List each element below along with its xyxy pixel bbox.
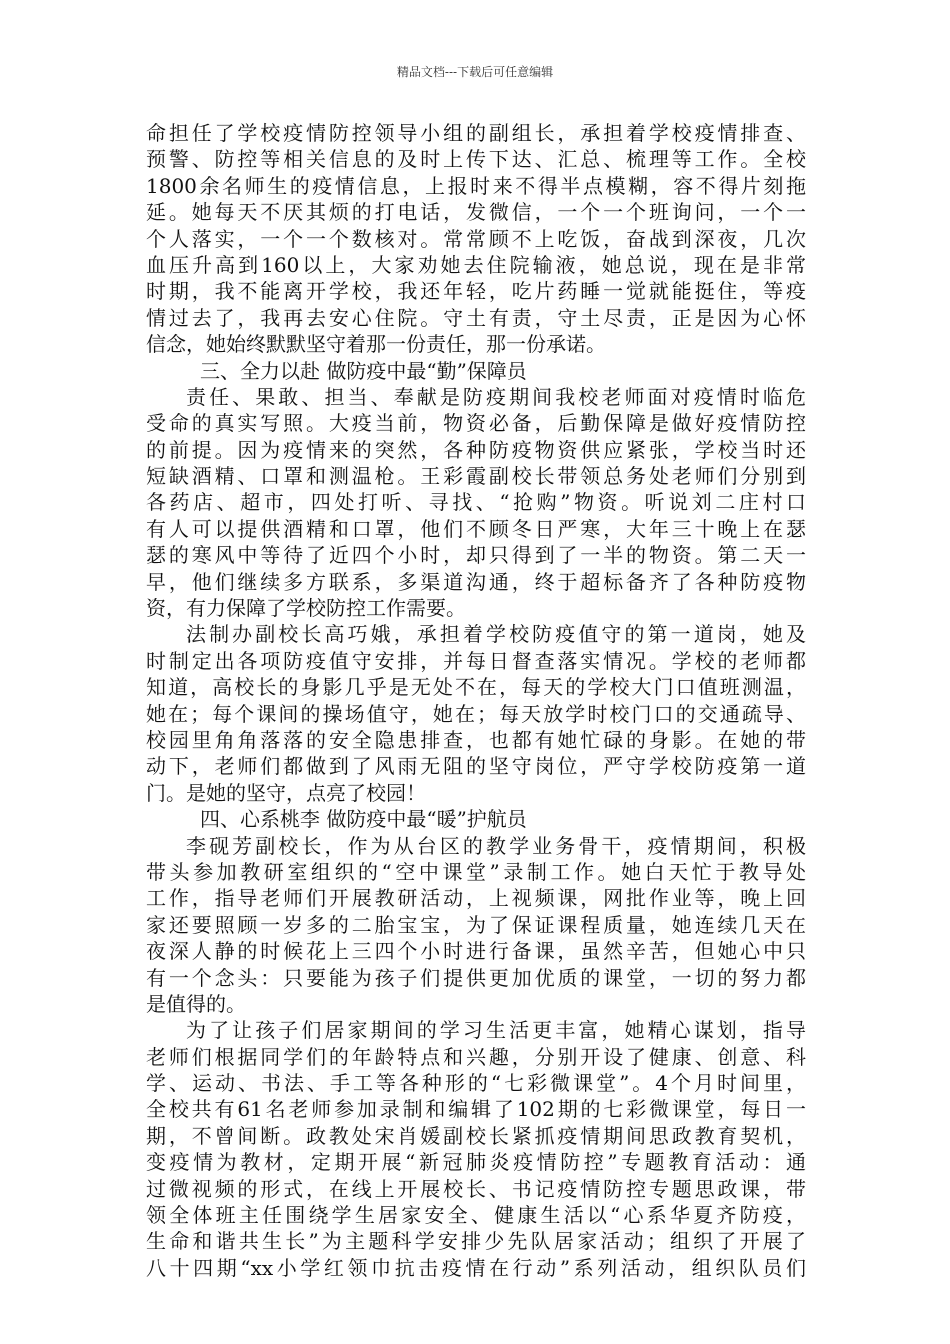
text-line: 她在；每个课间的操场值守，她在；每天放学时校门口的交通疏导、 — [146, 701, 806, 726]
text-line: 时制定出各项防疫值守安排，并每日督查落实情况。学校的老师都 — [146, 648, 806, 673]
text-line: 各药店、超市，四处打听、寻找、“抢购”物资。听说刘二庄村口 — [146, 490, 806, 515]
text-line: 瑟的寒风中等待了近四个小时，却只得到了一半的物资。第二天一 — [146, 543, 806, 568]
text-line: 李砚芳副校长，作为从台区的教学业务骨干，疫情期间，积极 — [186, 833, 806, 858]
text-line: 血压升高到160以上，大家劝她去住院输液，她总说，现在是非常 — [146, 252, 806, 277]
text-line: 学、运动、书法、手工等各种形的“七彩微课堂”。4个月时间里， — [146, 1071, 806, 1096]
text-line: 短缺酒精、口罩和测温枪。王彩霞副校长带领总务处老师们分别到 — [146, 464, 806, 489]
text-line: 法制办副校长高巧娥，承担着学校防疫值守的第一道岗，她及 — [186, 622, 806, 647]
text-line: 动下，老师们都做到了风雨无阻的坚守岗位，严守学校防疫第一道 — [146, 754, 806, 779]
text-line: 受命的真实写照。大疫当前，物资必备，后勤保障是做好疫情防控 — [146, 411, 806, 436]
text-line: 责任、果敢、担当、奉献是防疫期间我校老师面对疫情时临危 — [186, 384, 806, 409]
text-line: 工作，指导老师们开展教研活动，上视频课，网批作业等，晚上回 — [146, 886, 806, 911]
text-line: 时期，我不能离开学校，我还年轻，吃片药睡一觉就能挺住，等疫 — [146, 279, 806, 304]
text-line: 领全体班主任围绕学生居家安全、健康生活以“心系华夏齐防疫， — [146, 1203, 806, 1228]
text-line: 夜深人静的时候花上三四个小时进行备课，虽然辛苦，但她心中只 — [146, 939, 806, 964]
text-line: 延。她每天不厌其烦的打电话，发微信，一个一个班询问，一个一 — [146, 200, 806, 225]
text-line: 全校共有61名老师参加录制和编辑了102期的七彩微课堂，每日一 — [146, 1097, 806, 1122]
text-line: 八十四期“xx小学红领巾抗击疫情在行动”系列活动，组织队员们 — [146, 1255, 806, 1280]
text-line: 1800余名师生的疫情信息，上报时来不得半点模糊，容不得片刻拖 — [146, 173, 806, 198]
text-line: 资，有力保障了学校防控工作需要。 — [146, 596, 466, 621]
text-line: 知道，高校长的身影几乎是无处不在，每天的学校大门口值班测温， — [146, 675, 806, 700]
page-header: 精品文档---下载后可任意编辑 — [396, 65, 554, 79]
text-line: 有人可以提供酒精和口罩，他们不顾冬日严寒，大年三十晚上在瑟 — [146, 516, 806, 541]
text-line: 变疫情为教材，定期开展“新冠肺炎疫情防控”专题教育活动：通 — [146, 1150, 806, 1175]
text-line: 的前提。因为疫情来的突然，各种防疫物资供应紧张，学校当时还 — [146, 437, 806, 462]
text-line: 有一个念头：只要能为孩子们提供更加优质的课堂，一切的努力都 — [146, 965, 806, 990]
section-heading: 三、全力以赴 做防疫中最“勤”保障员 — [200, 358, 527, 383]
text-line: 为了让孩子们居家期间的学习生活更丰富，她精心谋划，指导 — [186, 1018, 806, 1043]
text-line: 预警、防控等相关信息的及时上传下达、汇总、梳理等工作。全校 — [146, 147, 806, 172]
text-line: 是值得的。 — [146, 991, 246, 1016]
text-line: 期，不曾间断。政教处宋肖媛副校长紧抓疫情期间思政教育契机， — [146, 1123, 806, 1148]
text-line: 门。是她的坚守，点亮了校园！ — [146, 780, 426, 805]
text-line: 带头参加教研室组织的“空中课堂”录制工作。她白天忙于教导处 — [146, 859, 806, 884]
document-body — [146, 120, 806, 1281]
text-line: 家还要照顾一岁多的二胎宝宝，为了保证课程质量，她连续几天在 — [146, 912, 806, 937]
text-line: 生命和谐共生长”为主题科学安排少先队居家活动；组织了开展了 — [146, 1229, 806, 1254]
text-line: 过微视频的形式，在线上开展校长、书记疫情防控专题思政课，带 — [146, 1176, 806, 1201]
text-line: 命担任了学校疫情防控领导小组的副组长，承担着学校疫情排查、 — [146, 121, 806, 145]
text-line: 情过去了，我再去安心住院。守土有责，守土尽责，正是因为心怀 — [146, 305, 806, 330]
text-line: 老师们根据同学们的年龄特点和兴趣，分别开设了健康、创意、科 — [146, 1044, 806, 1069]
text-line: 校园里角角落落的安全隐患排查，也都有她忙碌的身影。在她的带 — [146, 727, 806, 752]
section-heading: 四、心系桃李 做防疫中最“暖”护航员 — [200, 807, 527, 832]
text-line: 个人落实，一个一个数核对。常常顾不上吃饭，奋战到深夜，几次 — [146, 226, 806, 251]
text-line: 信念，她始终默默坚守着那一份责任，那一份承诺。 — [146, 332, 606, 357]
text-line: 早，他们继续多方联系，多渠道沟通，终于超标备齐了各种防疫物 — [146, 569, 806, 594]
